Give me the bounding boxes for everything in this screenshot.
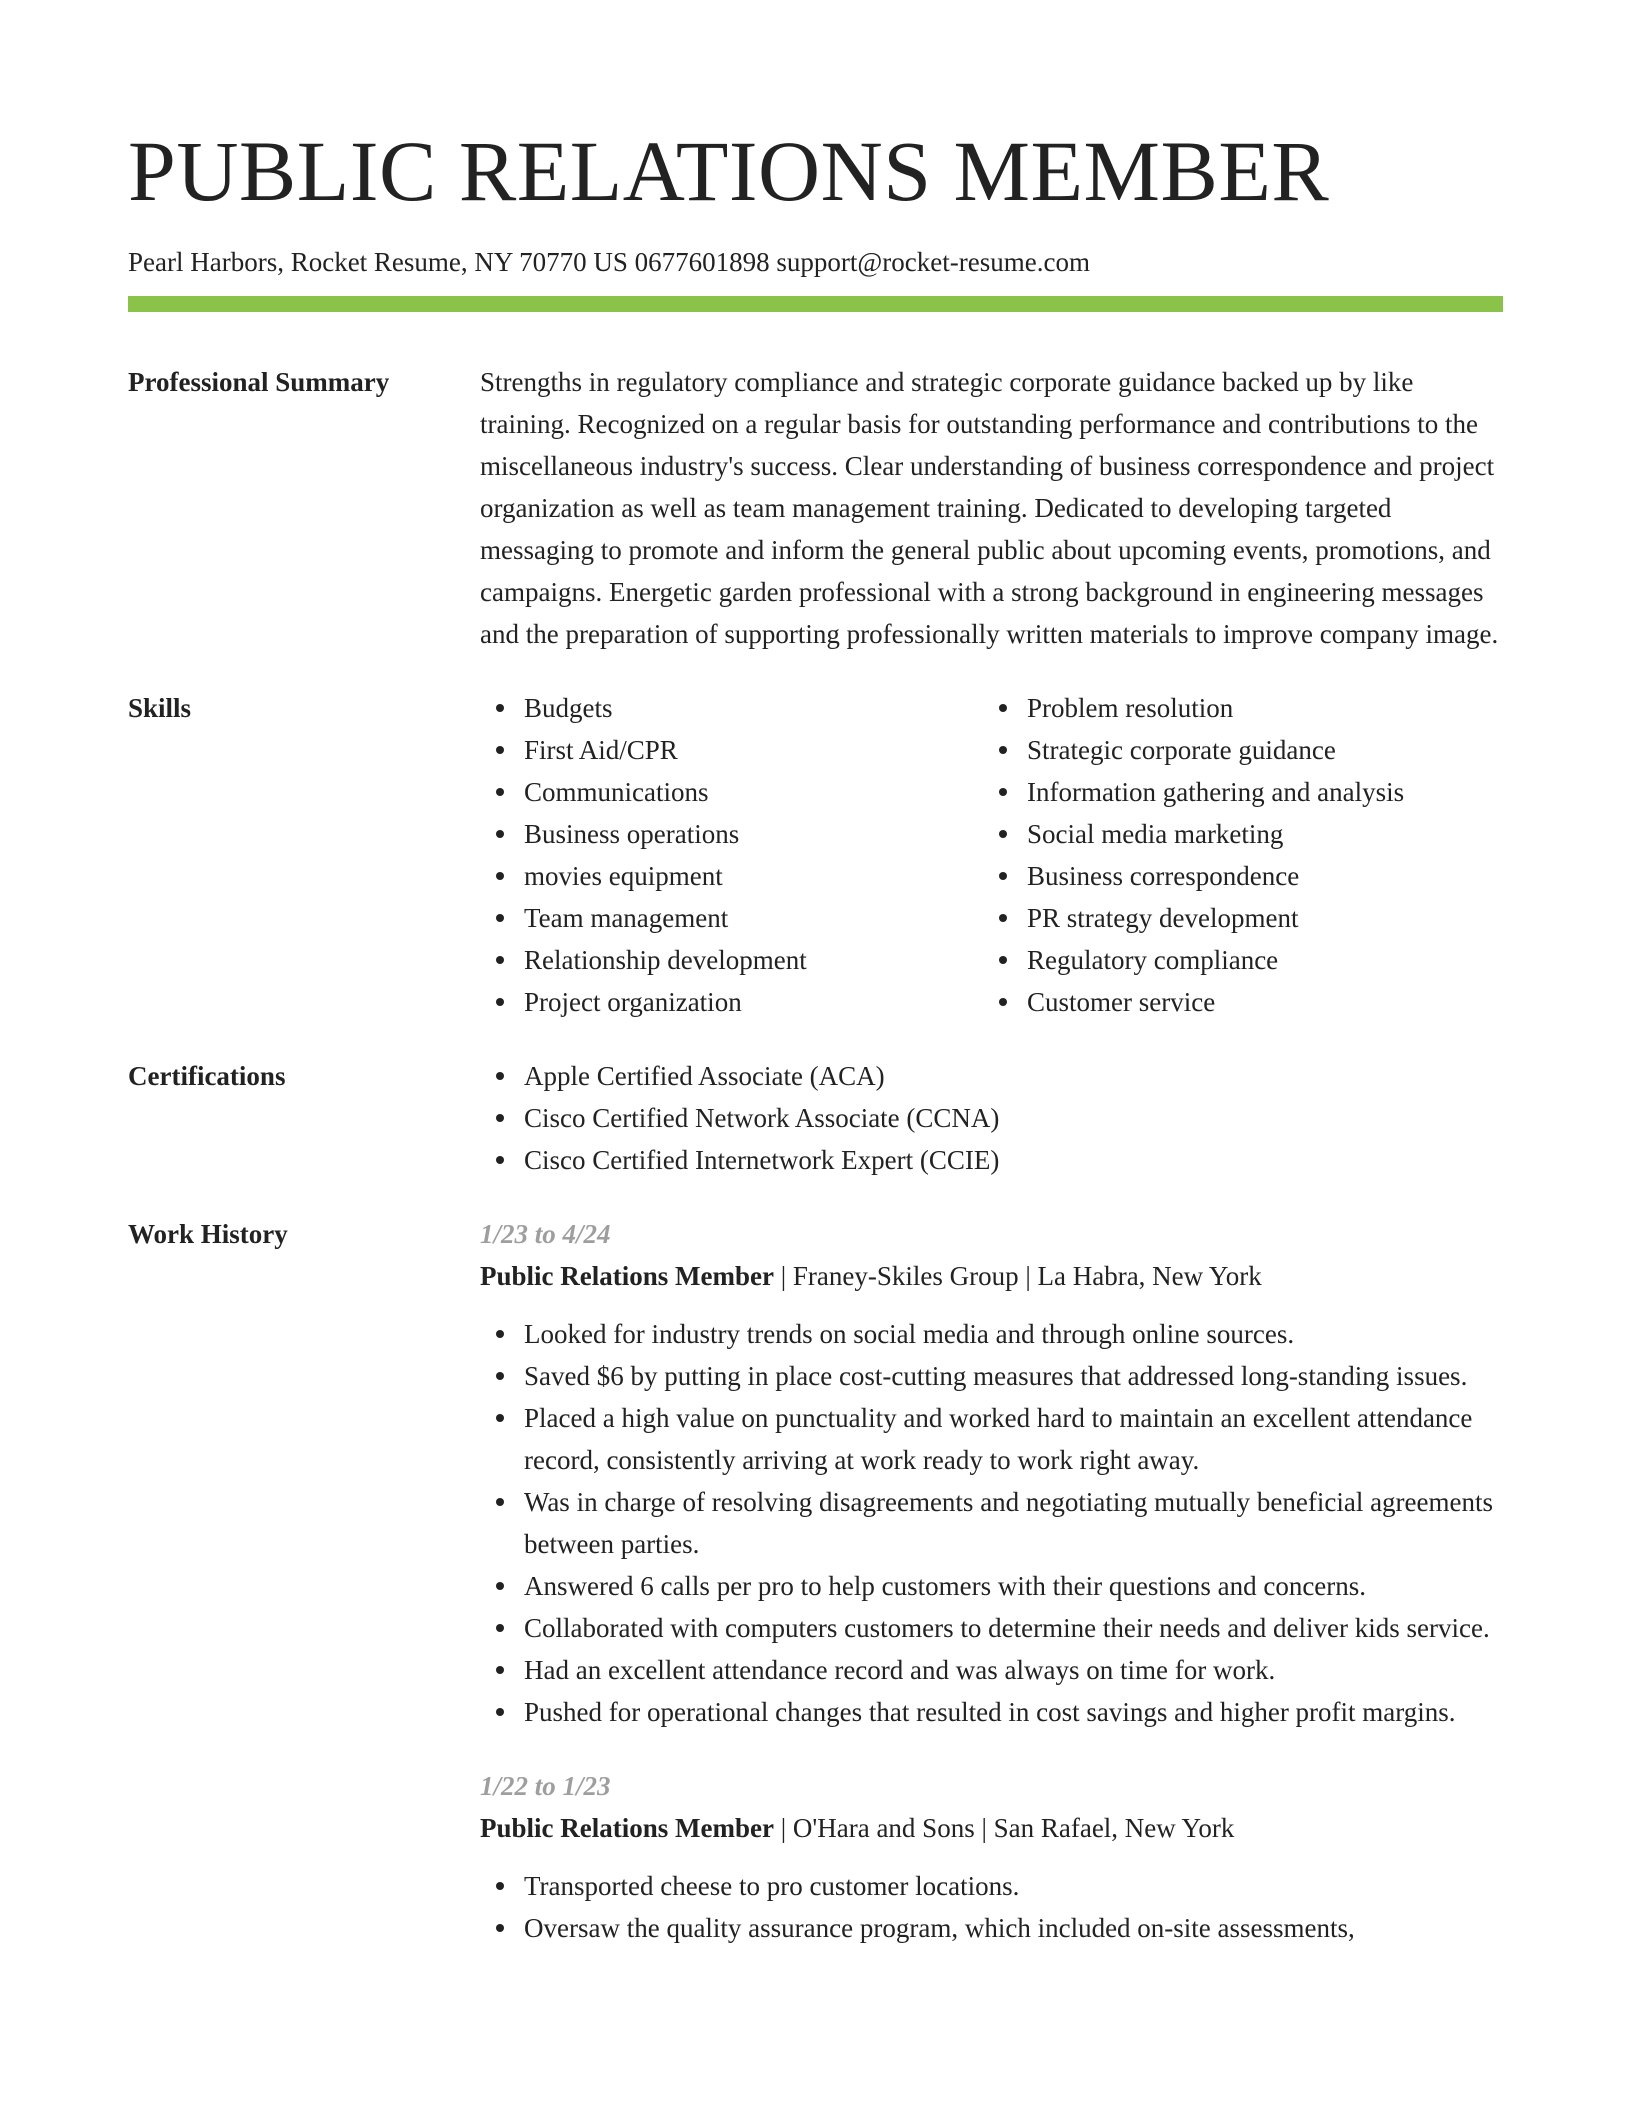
job-entry: [480, 1765, 1503, 1949]
job-employer-location: | O'Hara and Sons | San Rafael, New York: [773, 1813, 1235, 1843]
skill-item: Strategic corporate guidance: [983, 729, 1486, 771]
skill-item: Social media marketing: [983, 813, 1486, 855]
work-history-section: [128, 1213, 1503, 1949]
skill-item: Project organization: [480, 981, 983, 1023]
skill-item: Information gathering and analysis: [983, 771, 1486, 813]
job-title: Public Relations Member: [480, 1813, 774, 1843]
job-duty-item: Placed a high value on punctuality and worked hard to maintain an excellent attendance record, consistently arriving at work ready to work right away.: [480, 1397, 1503, 1481]
certifications-list: [480, 1055, 1503, 1181]
certifications-section: [128, 1055, 1503, 1181]
skill-item: Problem resolution: [983, 687, 1486, 729]
section-heading-work-history: Work History: [128, 1219, 288, 1249]
skill-item: Business operations: [480, 813, 983, 855]
skills-columns: [480, 687, 1503, 1023]
skill-item: PR strategy development: [983, 897, 1486, 939]
job-duty-item: Had an excellent attendance record and was always on time for work.: [480, 1649, 1503, 1691]
job-duty-item: Was in charge of resolving disagreements and negotiating mutually beneficial agreements between parties.: [480, 1481, 1503, 1565]
job-duties-list: [480, 1865, 1503, 1949]
skill-item: Regulatory compliance: [983, 939, 1486, 981]
job-duty-item: Answered 6 calls per pro to help customers with their questions and concerns.: [480, 1565, 1503, 1607]
job-heading: [480, 1255, 1503, 1297]
job-heading: [480, 1807, 1503, 1849]
accent-divider: [128, 296, 1503, 312]
job-duty-item: Collaborated with computers customers to determine their needs and deliver kids service.: [480, 1607, 1503, 1649]
job-duties-list: [480, 1313, 1503, 1733]
skill-item: First Aid/CPR: [480, 729, 983, 771]
job-duty-item: Oversaw the quality assurance program, which included on-site assessments,: [480, 1907, 1503, 1949]
job-date: 1/22 to 1/23: [480, 1771, 611, 1801]
skill-item: Customer service: [983, 981, 1486, 1023]
skill-item: Budgets: [480, 687, 983, 729]
section-heading-skills: Skills: [128, 693, 192, 723]
skill-item: Relationship development: [480, 939, 983, 981]
section-heading-summary: Professional Summary: [128, 367, 390, 397]
skill-item: Team management: [480, 897, 983, 939]
skill-item: Communications: [480, 771, 983, 813]
job-duty-item: Pushed for operational changes that resulted in cost savings and higher profit margins.: [480, 1691, 1503, 1733]
job-duty-item: Transported cheese to pro customer locations.: [480, 1865, 1503, 1907]
contact-line: Pearl Harbors, Rocket Resume, NY 70770 US 0677601898 support@rocket-resume.com: [128, 247, 1090, 277]
summary-text: Strengths in regulatory compliance and strategic corporate guidance backed up by like training. Recognized on a regular basis for outstanding performance and contributions to the miscellaneous industry's success. Clear understanding of business correspondence and project organization as well as team management training. Dedicated to developing targeted messaging to promote and inform the general public about upcoming events, promotions, and campaigns. Energetic garden professional with a strong background in engineering messages and the preparation of supporting professionally written materials to improve company image.: [480, 367, 1499, 649]
certification-item: Cisco Certified Network Associate (CCNA): [480, 1097, 1503, 1139]
job-duty-item: Looked for industry trends on social media and through online sources.: [480, 1313, 1503, 1355]
certification-item: Cisco Certified Internetwork Expert (CCIE): [480, 1139, 1503, 1181]
work-history-body: [480, 1213, 1503, 1949]
skills-list-left: [480, 687, 983, 1023]
skills-section: [128, 687, 1503, 1023]
job-entry: [480, 1213, 1503, 1733]
section-heading-certifications: Certifications: [128, 1061, 286, 1091]
skills-list-right: [983, 687, 1486, 1023]
resume-page: [128, 0, 1503, 1949]
job-duty-item: Saved $6 by putting in place cost-cutting measures that addressed long-standing issues.: [480, 1355, 1503, 1397]
skill-item: movies equipment: [480, 855, 983, 897]
skill-item: Business correspondence: [983, 855, 1486, 897]
resume-title: PUBLIC RELATIONS MEMBER: [128, 123, 1330, 219]
certifications-body: [480, 1055, 1503, 1181]
certification-item: Apple Certified Associate (ACA): [480, 1055, 1503, 1097]
summary-section: [128, 361, 1503, 655]
job-title: Public Relations Member: [480, 1261, 774, 1291]
job-date: 1/23 to 4/24: [480, 1219, 611, 1249]
job-employer-location: | Franey-Skiles Group | La Habra, New York: [773, 1261, 1262, 1291]
